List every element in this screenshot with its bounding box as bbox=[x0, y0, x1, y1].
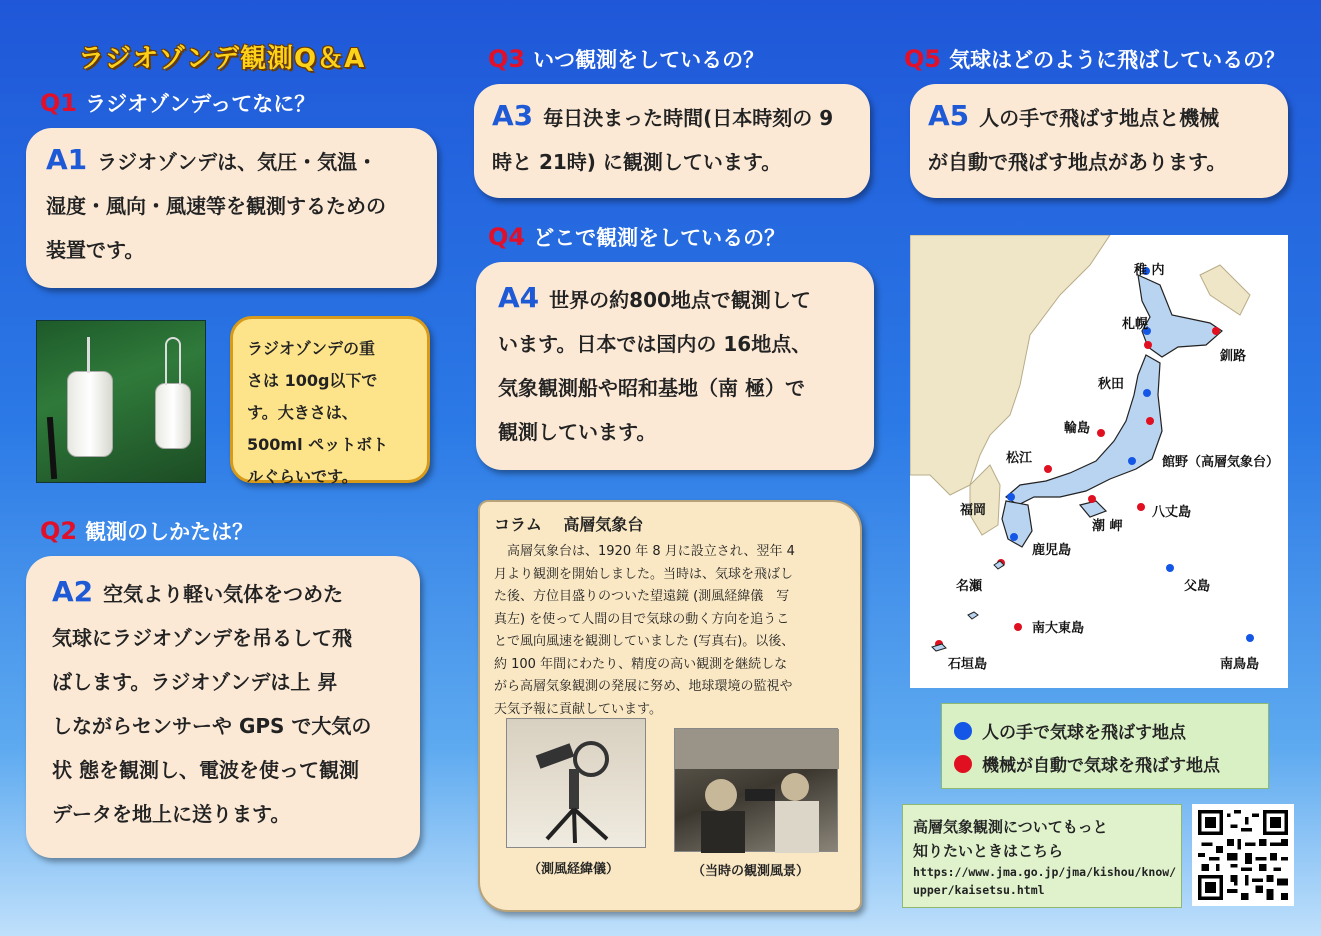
answer-3 bbox=[492, 94, 852, 184]
radiosonde-device-right bbox=[155, 383, 191, 449]
column-box bbox=[478, 500, 862, 912]
question-1-number: Q1 bbox=[40, 89, 78, 117]
label-wajima: 輪島 bbox=[1064, 421, 1091, 436]
question-3 bbox=[488, 44, 764, 74]
legend-manual bbox=[954, 714, 1256, 747]
info-line: 高層気象観測についてもっと bbox=[913, 818, 1108, 836]
station-minamitorishima bbox=[1246, 634, 1254, 642]
answer-2-line: 空気より軽い気体をつめた bbox=[103, 582, 344, 606]
question-2-text: 観測のしかたは？ bbox=[85, 520, 254, 544]
legend-auto-label: 機械が自動で気球を飛ばす地点 bbox=[982, 756, 1220, 776]
column-line: 月より観測を開始しました。当時は、気球を飛ばし bbox=[494, 566, 794, 582]
question-2-number: Q2 bbox=[40, 517, 78, 545]
pen bbox=[47, 417, 57, 479]
info-line: 知りたいときはこちら bbox=[913, 842, 1064, 860]
answer-4-card bbox=[476, 262, 874, 470]
question-4-text: どこで観測をしているの？ bbox=[533, 226, 786, 250]
label-minamitorishima: 南鳥島 bbox=[1220, 657, 1260, 672]
label-matsue: 松江 bbox=[1006, 451, 1033, 466]
answer-5 bbox=[928, 94, 1270, 184]
station-hakodate bbox=[1144, 341, 1152, 349]
answer-4-line: 観測しています。 bbox=[498, 420, 657, 444]
answer-2-card bbox=[26, 556, 420, 858]
answer-2-line: データを地上に送ります。 bbox=[52, 802, 291, 826]
station-fukuoka bbox=[1007, 493, 1015, 501]
station-kushiro bbox=[1212, 327, 1220, 335]
station-tateno bbox=[1128, 457, 1136, 465]
question-5-number: Q5 bbox=[904, 45, 942, 73]
label-sapporo: 札幌 bbox=[1122, 317, 1149, 332]
label-naze: 名瀬 bbox=[956, 579, 983, 594]
column-line: 天気予報に貢献しています。 bbox=[494, 701, 662, 717]
station-wajima bbox=[1097, 429, 1105, 437]
column-line: とで風向風速を観測していました (写真右)。以後、 bbox=[494, 634, 795, 649]
answer-1-line: ラジオゾンデは、気圧・気温・ bbox=[97, 150, 378, 174]
label-fukuoka: 福岡 bbox=[960, 503, 987, 518]
label-kushiro: 釧路 bbox=[1220, 349, 1247, 364]
label-hachijojima: 八丈島 bbox=[1152, 505, 1192, 520]
answer-4-line: います。日本では国内の 16地点、 bbox=[498, 332, 812, 356]
weight-line: す。大きさは、 bbox=[247, 403, 358, 422]
station-kagoshima bbox=[1010, 533, 1018, 541]
column-line: た後、方位目盛りのついた望遠鏡 (測風経緯儀 写 bbox=[494, 589, 790, 604]
station-minamidaitojima bbox=[1014, 623, 1022, 631]
station-akita bbox=[1143, 389, 1151, 397]
answer-1-number: A1 bbox=[46, 143, 88, 176]
column-line: 真左) を使って人間の目で気球の動く方向を追うこ bbox=[494, 611, 790, 627]
answer-5-card bbox=[910, 84, 1288, 198]
label-shionomisaki: 潮 岬 bbox=[1092, 519, 1123, 534]
weight-line: ラジオゾンデの重 bbox=[247, 339, 376, 358]
answer-2-number: A2 bbox=[52, 575, 94, 608]
question-5-text: 気球はどのように飛ばしているの？ bbox=[949, 48, 1286, 72]
theodolite-caption: （測風経緯儀） bbox=[528, 862, 620, 877]
answer-4-line: 世界の約800地点で観測して bbox=[549, 288, 811, 312]
answer-3-line: 毎日決まった時間(日本時刻の 9 bbox=[543, 106, 834, 130]
weight-line: 500ml ペットボト bbox=[247, 435, 389, 454]
answer-2-line: 気球にラジオゾンデを吊るして飛 bbox=[52, 626, 352, 650]
radiosonde-device-left bbox=[67, 371, 113, 457]
station-matsue bbox=[1044, 465, 1052, 473]
column-line: 約 100 年間にわたり、精度の高い観測を継続しな bbox=[494, 656, 788, 672]
station-chichijima bbox=[1166, 564, 1174, 572]
column-heading: コラム 高層気象台 bbox=[494, 515, 644, 534]
answer-2-line: ばします。ラジオゾンデは上 昇 bbox=[52, 670, 338, 694]
question-5 bbox=[904, 44, 1285, 74]
answer-4-number: A4 bbox=[498, 281, 540, 314]
weight-line: ルぐらいです。 bbox=[247, 467, 358, 486]
label-kagoshima: 鹿児島 bbox=[1032, 543, 1072, 558]
radiosonde-photo bbox=[36, 320, 206, 483]
historical-observation-caption: （当時の観測風景） bbox=[692, 864, 810, 879]
label-chichijima: 父島 bbox=[1184, 579, 1211, 594]
question-4 bbox=[488, 222, 785, 252]
answer-3-line: 時と 21時) に観測しています。 bbox=[492, 150, 782, 174]
info-url-link[interactable]: upper/kaisetsu.html bbox=[913, 883, 1045, 897]
legend-auto bbox=[954, 747, 1256, 780]
answer-1-card bbox=[26, 128, 437, 288]
map-legend bbox=[941, 703, 1269, 789]
blue-dot-icon bbox=[954, 722, 972, 740]
answer-2-line: 状 態を観測し、電波を使って観測 bbox=[52, 758, 359, 782]
theodolite-photo bbox=[506, 718, 646, 848]
question-2 bbox=[40, 516, 253, 546]
answer-1-line: 湿度・風向・風速等を観測するための bbox=[46, 194, 386, 218]
station-sendai bbox=[1146, 417, 1154, 425]
japan-station-map bbox=[910, 235, 1288, 688]
question-3-text: いつ観測をしているの？ bbox=[533, 48, 765, 72]
page-title: ラジオゾンデ観測Q＆A bbox=[78, 44, 366, 74]
question-4-number: Q4 bbox=[488, 223, 526, 251]
column-line: 高層気象台は、1920 年 8 月に設立され、翌年 4 bbox=[494, 544, 795, 559]
answer-5-number: A5 bbox=[928, 99, 970, 132]
weight-line: さは 100g以下で bbox=[247, 371, 378, 390]
column-line: がら高層気象観測の発展に努め、地球環境の監視や bbox=[494, 679, 793, 694]
legend-manual-label: 人の手で気球を飛ばす地点 bbox=[982, 723, 1186, 743]
station-shionomisaki bbox=[1088, 495, 1096, 503]
answer-1-line: 装置です。 bbox=[46, 238, 145, 262]
antenna bbox=[165, 337, 181, 385]
answer-5-line: 人の手で飛ばす地点と機械 bbox=[979, 106, 1220, 130]
historical-observation-photo bbox=[674, 728, 838, 852]
answer-3-number: A3 bbox=[492, 99, 534, 132]
answer-1 bbox=[46, 138, 417, 272]
label-akita: 秋田 bbox=[1098, 377, 1125, 392]
label-ishigakijima: 石垣島 bbox=[948, 657, 988, 672]
qr-code-icon[interactable] bbox=[1192, 804, 1294, 906]
label-minamidaitojima: 南大東島 bbox=[1032, 621, 1085, 636]
antenna bbox=[87, 337, 90, 373]
answer-4-line: 気象観測船や昭和基地（南 極）で bbox=[498, 376, 805, 400]
question-1 bbox=[40, 88, 315, 118]
answer-5-line: が自動で飛ばす地点があります。 bbox=[928, 150, 1227, 174]
info-url-link[interactable]: https://www.jma.go.jp/jma/kishou/know/ bbox=[913, 865, 1177, 879]
weight-note bbox=[230, 316, 430, 486]
label-wakkanai: 稚 内 bbox=[1134, 263, 1165, 278]
station-hachijojima bbox=[1137, 503, 1145, 511]
answer-4 bbox=[498, 276, 852, 454]
more-info-box bbox=[902, 804, 1182, 908]
red-dot-icon bbox=[954, 755, 972, 773]
label-tateno: 館野（高層気象台） bbox=[1162, 455, 1280, 470]
question-3-number: Q3 bbox=[488, 45, 526, 73]
answer-2-line: しながらセンサーや GPS で大気の bbox=[52, 714, 372, 738]
question-1-text: ラジオゾンデってなに？ bbox=[85, 92, 316, 116]
answer-3-card bbox=[474, 84, 870, 198]
answer-2 bbox=[52, 570, 394, 836]
